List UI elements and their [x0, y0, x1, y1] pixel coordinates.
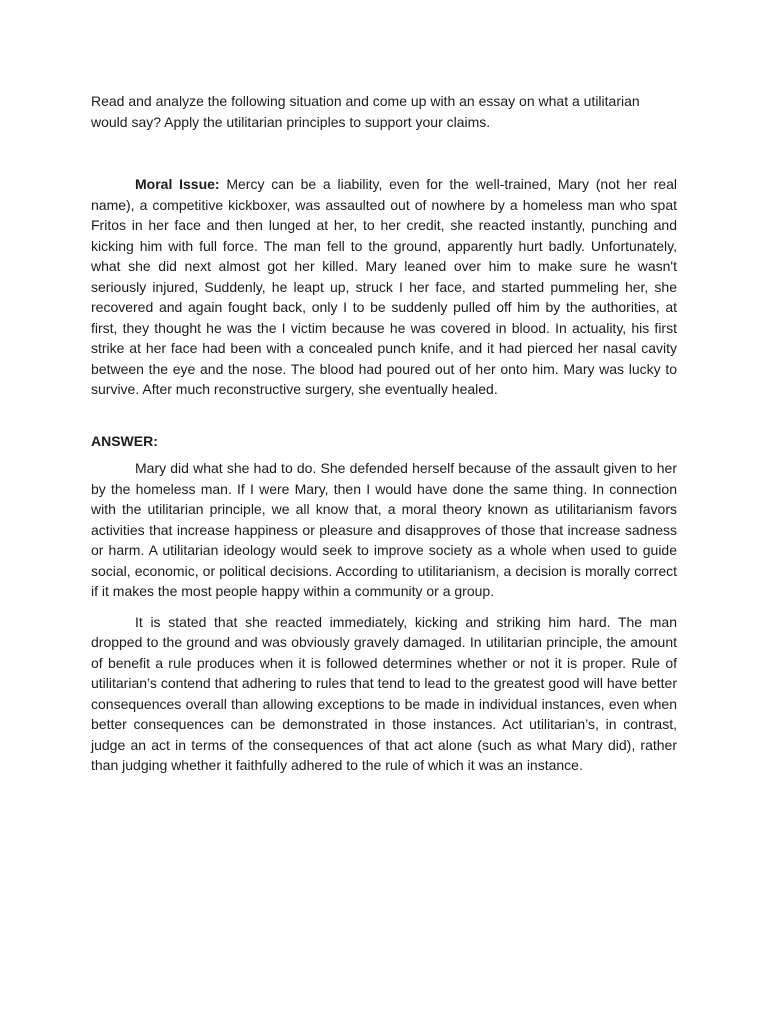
answer-paragraph-1: Mary did what she had to do. She defended herself because of the assault given to her by the homeless man. If I were Mary, then I would have done the same thing. In connection with the utilitarian principle, we all know that, a moral theory known as utilitarianism favors activities that increase happiness or pleasure and disapproves of those that increase sadness or harm. A utilitarian ideology would seek to improve society as a whole when used to guide social, economic, or political decisions. According to utilitarianism, a decision is morally correct if it makes the most people happy within a community or a group. — [91, 460, 677, 599]
answer-heading: ANSWER: — [91, 432, 158, 449]
moral-issue-text: Mercy can be a liability, even for the well-trained, Mary (not her real name), a competitive kickboxer, was assaulted out of nowhere by a homeless man who spat Fritos in her face and then lunged at her, to her credit, she reacted instantly, punching and kicking him with full force. The man fell to the ground, apparently hurt badly. Unfortunately, what she did next almost got her killed. Mary leaned over him to make sure he wasn't seriously injured, Suddenly, he leapt up, struck I her face, and started pummeling her, she recovered and again fought back, only I to be suddenly pulled off him by the authorities, at first, they thought he was the I victim because he was covered in blood. In actuality, his first strike at her face had been with a concealed punch knife, and it had pierced her nasal cavity between the eye and the nose. The blood had poured out of her onto him. Mary was lucky to survive. After much reconstructive surgery, she eventually healed. — [91, 176, 677, 397]
essay-prompt: Read and analyze the following situation and come up with an essay on what a utilitarian would say? Apply the utilitarian principles to support your claims. — [91, 93, 640, 130]
moral-issue-label: Moral Issue: — [135, 176, 220, 192]
moral-issue-paragraph — [91, 174, 677, 400]
document-page — [91, 91, 677, 776]
answer-paragraph-2: It is stated that she reacted immediately, kicking and striking him hard. The man dropped to the ground and was obviously gravely damaged. In utilitarian principle, the amount of benefit a rule produces when it is followed determines whether or not it is proper. Rule of utilitarian’s contend that adhering to rules that tend to lead to the greatest good will have better consequences overall than allowing exceptions to be made in individual instances, even when better consequences can be demonstrated in those instances. Act utilitarian’s, in contrast, judge an act in terms of the consequences of that act alone (such as what Mary did), rather than judging whether it faithfully adhered to the rule of which it was an instance. — [91, 613, 677, 773]
